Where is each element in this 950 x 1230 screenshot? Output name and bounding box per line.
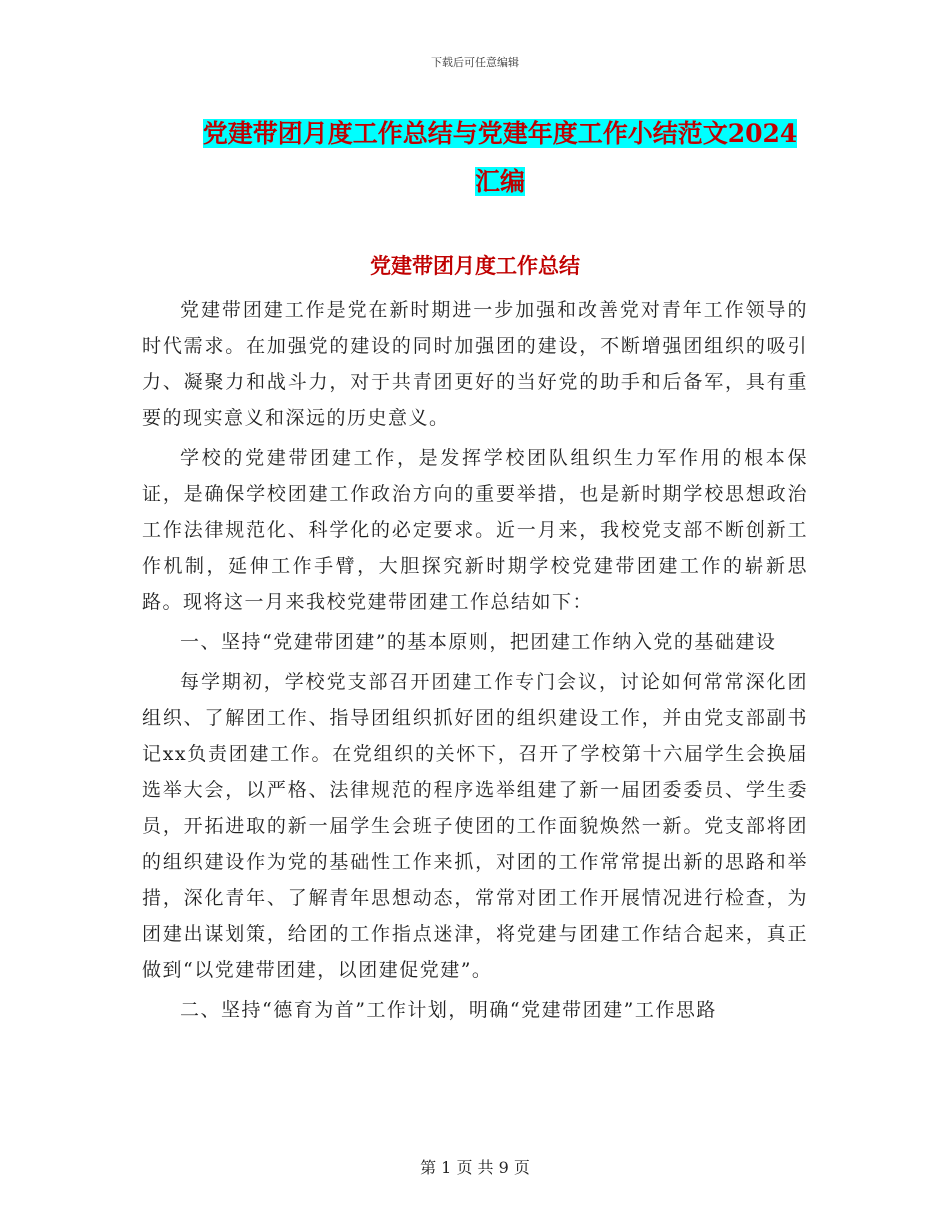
header-note: 下载后可任意编辑 — [431, 56, 519, 69]
document-title-line-1: 党建带团月度工作总结与党建年度工作小结范文2024 — [202, 119, 798, 148]
document-title — [140, 110, 860, 206]
paragraph: 学校的党建带团建工作，是发挥学校团队组织生力军作用的根本保证，是确保学校团建工作政治方向的重要举措，也是新时期学校思想政治工作法律规范化、科学化的必定要求。近一月来，我校党支部不断创新工作机制，延伸工作手臂，大胆探究新时期学校党建带团建工作的崭新思路。现将这一月来我校党建带团建工作总结如下： — [142, 447, 808, 613]
paragraph-heading: 一、坚持“党建带团建”的基本原则，把团建工作纳入党的基础建设 — [180, 631, 777, 653]
paragraph: 党建带团建工作是党在新时期进一步加强和改善党对青年工作领导的时代需求。在加强党的建设的同时加强团的建设，不断增强团组织的吸引力、凝聚力和战斗力，对于共青团更好的当好党的助手和后备军，具有重要的现实意义和深远的历史意义。 — [142, 299, 808, 429]
paragraph: 每学期初，学校党支部召开团建工作专门会议，讨论如何常常深化团组织、了解团工作、指导团组织抓好团的组织建设工作，并由党支部副书记xx负责团建工作。在党组织的关怀下，召开了学校第十六届学生会换届选举大会，以严格、法律规范的程序选举组建了新一届团委委员、学生委员，开拓进取的新一届学生会班子使团的工作面貌焕然一新。党支部将团的组织建设作为党的基础性工作来抓，对团的工作常常提出新的思路和举措，深化青年、了解青年思想动态，常常对团工作开展情况进行检查，为团建出谋划策，给团的工作指点迷津，将党建与团建工作结合起来，真正做到“以党建带团建，以团建促党建”。 — [142, 671, 808, 981]
paragraph-heading: 二、坚持“德育为首”工作计划，明确“党建带团建”工作思路 — [180, 999, 717, 1021]
body-text — [142, 292, 808, 1032]
page-number: 第 1 页 共 9 页 — [420, 1158, 530, 1177]
section-title: 党建带团月度工作总结 — [370, 253, 580, 278]
document-title-line-2: 汇编 — [474, 167, 525, 196]
